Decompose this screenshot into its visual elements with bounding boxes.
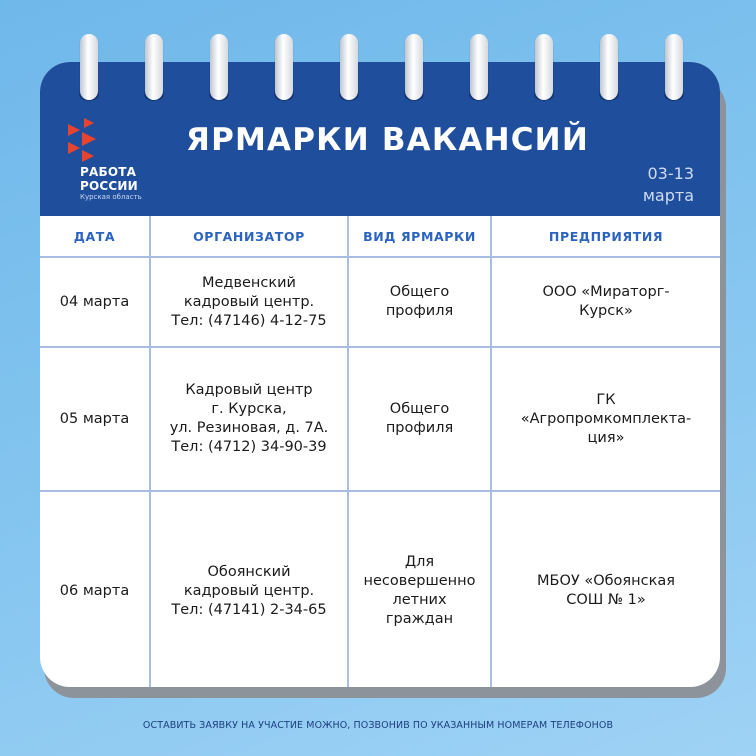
table-row <box>40 491 720 687</box>
column-header-date: ДАТА <box>40 216 150 257</box>
binder-ring <box>340 34 358 100</box>
binder-ring <box>600 34 618 100</box>
companies-cell <box>491 257 720 347</box>
logo-wordmark <box>80 165 138 193</box>
binder-ring <box>470 34 488 100</box>
rabota-rossii-logo-icon <box>64 116 124 166</box>
logo-region: Курская область <box>80 193 142 201</box>
logo-line-1: РАБОТА <box>80 165 137 179</box>
organizer-line: г. Курска, <box>211 401 287 417</box>
organizer-line: Обоянский <box>207 563 291 580</box>
organizer-line: кадровый центр. <box>183 293 315 310</box>
binder-ring <box>275 34 293 100</box>
binder-ring <box>405 34 423 100</box>
organizer-cell <box>150 257 348 347</box>
fair-type-cell <box>348 347 491 491</box>
table-header-row <box>40 216 720 257</box>
binder-ring <box>80 34 98 100</box>
job-fairs-table <box>40 216 720 687</box>
logo-line-2: РОССИИ <box>80 179 138 193</box>
date-range <box>643 163 694 207</box>
organizer-cell <box>150 347 348 491</box>
fair-type-line: профиля <box>385 303 454 319</box>
organizer-cell <box>150 491 348 687</box>
date-range-days: 03-13 <box>647 164 694 183</box>
date-cell: 05 марта <box>40 347 150 491</box>
company-line: МБОУ «Обоянская <box>537 573 675 589</box>
companies-cell <box>491 347 720 491</box>
binder-ring <box>145 34 163 100</box>
fair-type-line: Общего <box>389 401 450 417</box>
organizer-line: Кадровый центр <box>185 382 313 398</box>
binder-ring <box>210 34 228 100</box>
column-header-companies: ПРЕДПРИЯТИЯ <box>491 216 720 257</box>
company-line: «Агропромкомплекта- <box>520 410 692 427</box>
table-row <box>40 257 720 347</box>
column-header-organizer: ОРГАНИЗАТОР <box>150 216 348 257</box>
fair-type-line: профиля <box>385 420 454 436</box>
fair-type-line: несовершенно <box>363 573 476 589</box>
fair-type-cell <box>348 491 491 687</box>
company-line: Курск» <box>579 303 633 319</box>
binder-ring <box>535 34 553 100</box>
fair-type-line: Общего <box>389 284 450 300</box>
companies-cell <box>491 491 720 687</box>
date-cell: 06 марта <box>59 582 130 599</box>
page-title: ЯРМАРКИ ВАКАНСИЙ <box>186 122 589 158</box>
organizer-line: кадровый центр. <box>183 582 315 599</box>
date-cell: 04 марта <box>40 257 150 347</box>
fair-type-line: граждан <box>385 611 454 627</box>
footer-note: ОСТАВИТЬ ЗАЯВКУ НА УЧАСТИЕ МОЖНО, ПОЗВОНИВ ПО УКАЗАННЫМ НОМЕРАМ ТЕЛЕФОНОВ <box>142 720 614 731</box>
company-line: ООО «Мираторг- <box>542 284 670 300</box>
organizer-phone: Тел: (47146) 4-12-75 <box>171 312 327 329</box>
fair-type-line: Для <box>404 554 435 570</box>
company-line: ГК <box>596 391 616 408</box>
calendar-rings <box>0 0 756 120</box>
organizer-address: ул. Резиновая, д. 7А. <box>169 420 329 436</box>
organizer-phone: Тел: (4712) 34-90-39 <box>171 439 327 455</box>
company-line: ция» <box>587 429 625 446</box>
column-header-fair-type: ВИД ЯРМАРКИ <box>348 216 491 257</box>
fair-type-line: летних <box>392 592 447 608</box>
binder-ring <box>665 34 683 100</box>
company-line: СОШ № 1» <box>566 592 646 608</box>
table-row <box>40 347 720 491</box>
date-range-month: марта <box>642 186 694 205</box>
organizer-line: Медвенский <box>202 274 296 291</box>
organizer-phone: Тел: (47141) 2-34-65 <box>171 601 327 618</box>
fair-type-cell <box>348 257 491 347</box>
